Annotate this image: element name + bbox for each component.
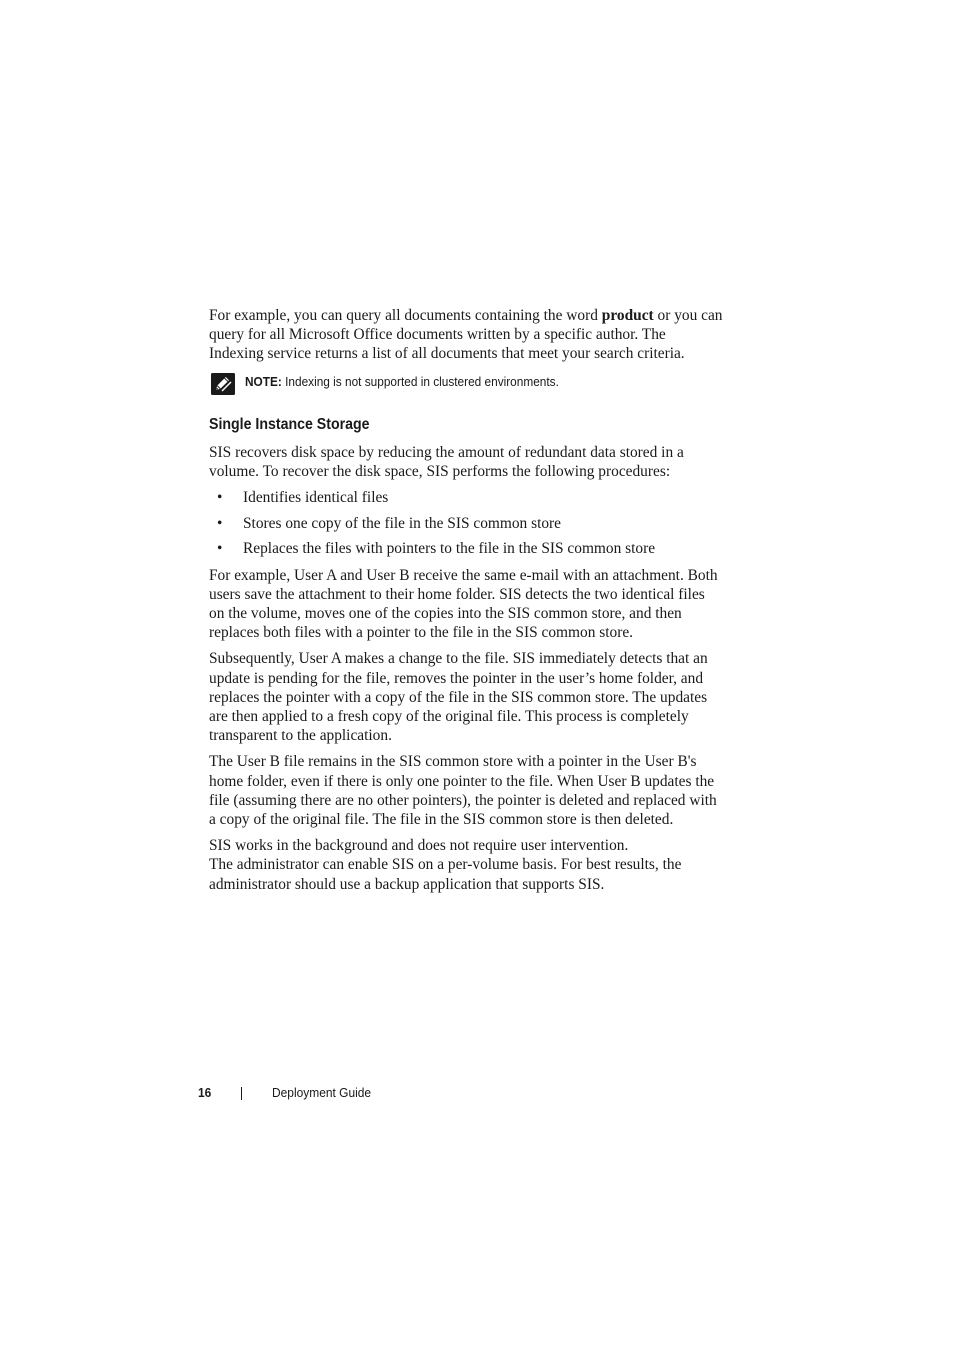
section-title: Single Instance Storage xyxy=(209,415,370,433)
intro-text-before: For example, you can query all documents containing the word xyxy=(209,307,602,324)
guide-title: Deployment Guide xyxy=(272,1085,372,1100)
list-item-text: Identifies identical files xyxy=(243,489,389,507)
note-text xyxy=(245,373,559,390)
update-paragraph: Subsequently, User A makes a change to the file. SIS immediately detects that an update is pending for the file, removes the pointer in the user’s home folder, and replaces the pointer with a copy of the file in the SIS common store. The updates are then applied to a fresh copy of the original file. This process is completely transparent to the application. xyxy=(209,650,708,745)
list-item xyxy=(209,488,723,507)
page-footer xyxy=(198,1084,380,1102)
page-body xyxy=(209,306,723,894)
bullet-marker: • xyxy=(217,514,223,532)
closing-line-2: The administrator can enable SIS on a per-volume basis. For best results, the administrator should use a backup application that supports SIS. xyxy=(209,856,682,893)
closing-paragraph xyxy=(209,836,723,894)
note-body: Indexing is not supported in clustered environments. xyxy=(281,374,559,389)
footer-separator xyxy=(241,1087,242,1100)
example-paragraph: For example, User A and User B receive the same e-mail with an attachment. Both users save the attachment to their home folder. SIS detects the two identical files on the volume, moves one of the copies into the SIS common store, and then replaces both files with a pointer to the file in the SIS common store. xyxy=(209,566,718,642)
note-callout xyxy=(209,373,723,395)
list-item-text: Stores one copy of the file in the SIS common store xyxy=(243,514,562,532)
intro-paragraph xyxy=(209,306,723,364)
bullet-marker: • xyxy=(217,540,223,558)
list-item xyxy=(209,514,723,533)
closing-line-1: SIS works in the background and does not require user intervention. xyxy=(209,837,629,855)
section-intro: SIS recovers disk space by reducing the amount of redundant data stored in a volume. To recover the disk space, SIS performs the following procedures: xyxy=(209,443,684,480)
list-item xyxy=(209,539,723,558)
user-b-paragraph: The User B file remains in the SIS common store with a pointer in the User B's home folder, even if there is only one pointer to the file. When User B updates the file (assuming there are no other pointers), the pointer is deleted and replaced with a copy of the original file. The file in the SIS common store is then deleted. xyxy=(209,753,717,829)
intro-text-after: or you can query for all Microsoft Office documents written by a specific author. The Indexing service returns a list of all documents that meet your search criteria. xyxy=(209,307,723,363)
note-label: NOTE: xyxy=(245,374,282,389)
bullet-marker: • xyxy=(217,489,223,507)
list-item-text: Replaces the files with pointers to the file in the SIS common store xyxy=(243,540,656,558)
intro-emphasis: product xyxy=(601,307,654,324)
procedure-list xyxy=(209,488,723,559)
page-number: 16 xyxy=(198,1085,212,1100)
note-pencil-icon xyxy=(211,373,235,395)
